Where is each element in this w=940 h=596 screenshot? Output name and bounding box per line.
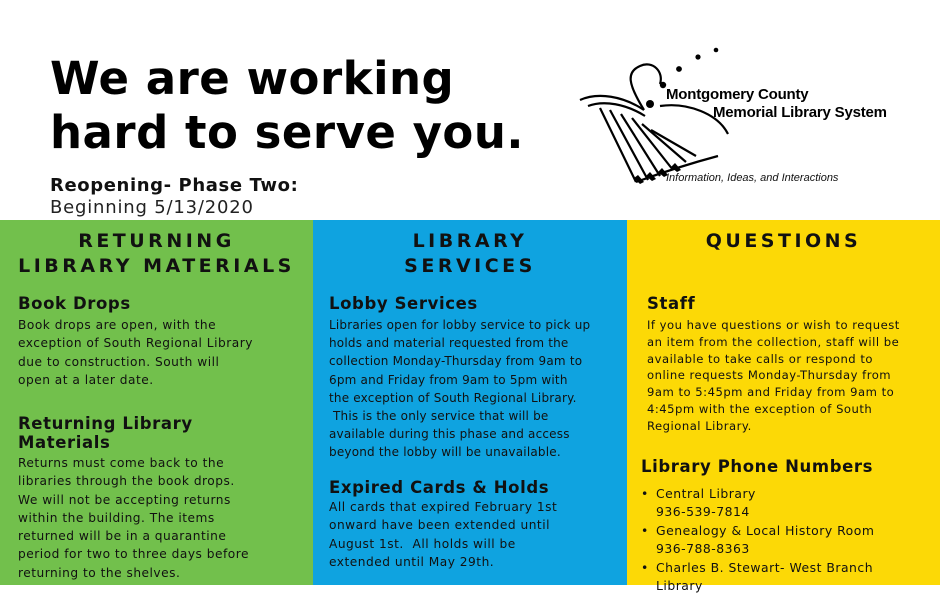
library-name: Charles B. Stewart- West Branch: [656, 560, 874, 575]
phase-date: Beginning 5/13/2020: [50, 197, 254, 218]
body-line: Libraries open for lobby service to pick up: [329, 318, 591, 332]
body-line: This is the only service that will be: [329, 409, 549, 424]
phone-number: 936-539-7814: [656, 504, 750, 519]
returning-materials-title: [18, 414, 193, 452]
list-item: [641, 522, 874, 558]
body-line: returning to the shelves.: [18, 565, 181, 580]
body-line: All cards that expired February 1st: [329, 500, 558, 514]
bullet-icon: •: [641, 486, 649, 501]
services-heading-line-2: SERVICES: [404, 255, 536, 277]
body-line: August 1st. All holds will be: [329, 536, 516, 551]
logo-text-line-2: Memorial Library System: [713, 104, 887, 121]
services-heading-line-1: LIBRARY: [412, 230, 528, 252]
body-line: collection Monday-Thursday from 9am to: [329, 354, 583, 369]
body-line: 6pm and Friday from 9am to 5pm with: [329, 372, 568, 387]
headline-line-2: hard to serve you.: [50, 106, 524, 159]
phone-numbers-title: Library Phone Numbers: [641, 457, 874, 476]
body-line: extended until May 29th.: [329, 554, 495, 569]
list-item: [641, 559, 874, 595]
expired-cards-title: Expired Cards & Holds: [329, 478, 550, 497]
phone-number: 936-788-8363: [656, 541, 750, 556]
body-line: beyond the lobby will be unavailable.: [329, 445, 561, 460]
staff-body: [647, 317, 900, 435]
returning-heading-line-2: LIBRARY MATERIALS: [18, 255, 295, 277]
bullet-icon: •: [641, 560, 649, 575]
lobby-services-body: [329, 316, 590, 462]
title-line: Materials: [18, 433, 111, 452]
body-line: within the building. The items: [18, 510, 215, 525]
returning-heading-line-1: RETURNING: [78, 230, 235, 252]
services-heading: [313, 229, 627, 279]
body-line: Book drops are open, with the: [18, 318, 217, 332]
lobby-services-title: Lobby Services: [329, 294, 478, 313]
phone-numbers-list: [641, 485, 874, 596]
body-line: libraries through the book drops.: [18, 474, 235, 489]
body-line: available to take calls or respond to: [647, 351, 873, 366]
staff-title: Staff: [647, 294, 696, 313]
list-item: [641, 485, 874, 521]
body-line: onward have been extended until: [329, 518, 550, 533]
logo-tagline: Information, Ideas, and Interactions: [666, 172, 839, 184]
body-line: returned will be in a quarantine: [18, 529, 227, 544]
body-line: period for two to three days before: [18, 547, 249, 562]
phone-number: Library: [656, 578, 703, 593]
returning-materials-body: [18, 454, 249, 582]
body-line: an item from the collection, staff will be: [647, 334, 900, 349]
expired-cards-body: [329, 498, 557, 571]
body-line: the exception of South Regional Library.: [329, 390, 577, 405]
phase-title: Reopening- Phase Two:: [50, 175, 299, 196]
body-line: exception of South Regional Library: [18, 336, 253, 351]
headline-line-1: We are working: [50, 52, 455, 105]
body-line: open at a later date.: [18, 372, 154, 387]
body-line: 4:45pm with the exception of South: [647, 401, 873, 416]
body-line: If you have questions or wish to request: [647, 318, 900, 332]
library-name: Genealogy & Local History Room: [656, 523, 875, 538]
body-line: 9am to 5:45pm and Friday from 9am to: [647, 385, 895, 400]
body-line: We will not be accepting returns: [18, 492, 231, 507]
body-line: due to construction. South will: [18, 354, 220, 369]
title-line: Returning Library: [18, 414, 193, 433]
body-line: Regional Library.: [647, 418, 752, 433]
bullet-icon: •: [641, 523, 649, 538]
headline: [50, 52, 524, 160]
library-services-column: [313, 220, 627, 585]
body-line: online requests Monday-Thursday from: [647, 368, 892, 383]
returning-heading: [0, 229, 313, 279]
logo-text-line-1: Montgomery County: [666, 86, 809, 103]
returning-materials-column: [0, 220, 313, 585]
questions-column: [627, 220, 940, 593]
book-drops-body: [18, 316, 253, 389]
library-name: Central Library: [656, 486, 756, 501]
body-line: holds and material requested from the: [329, 336, 569, 351]
book-drops-title: Book Drops: [18, 294, 131, 313]
body-line: available during this phase and access: [329, 427, 570, 442]
questions-heading: QUESTIONS: [705, 230, 862, 252]
body-line: Returns must come back to the: [18, 456, 225, 470]
